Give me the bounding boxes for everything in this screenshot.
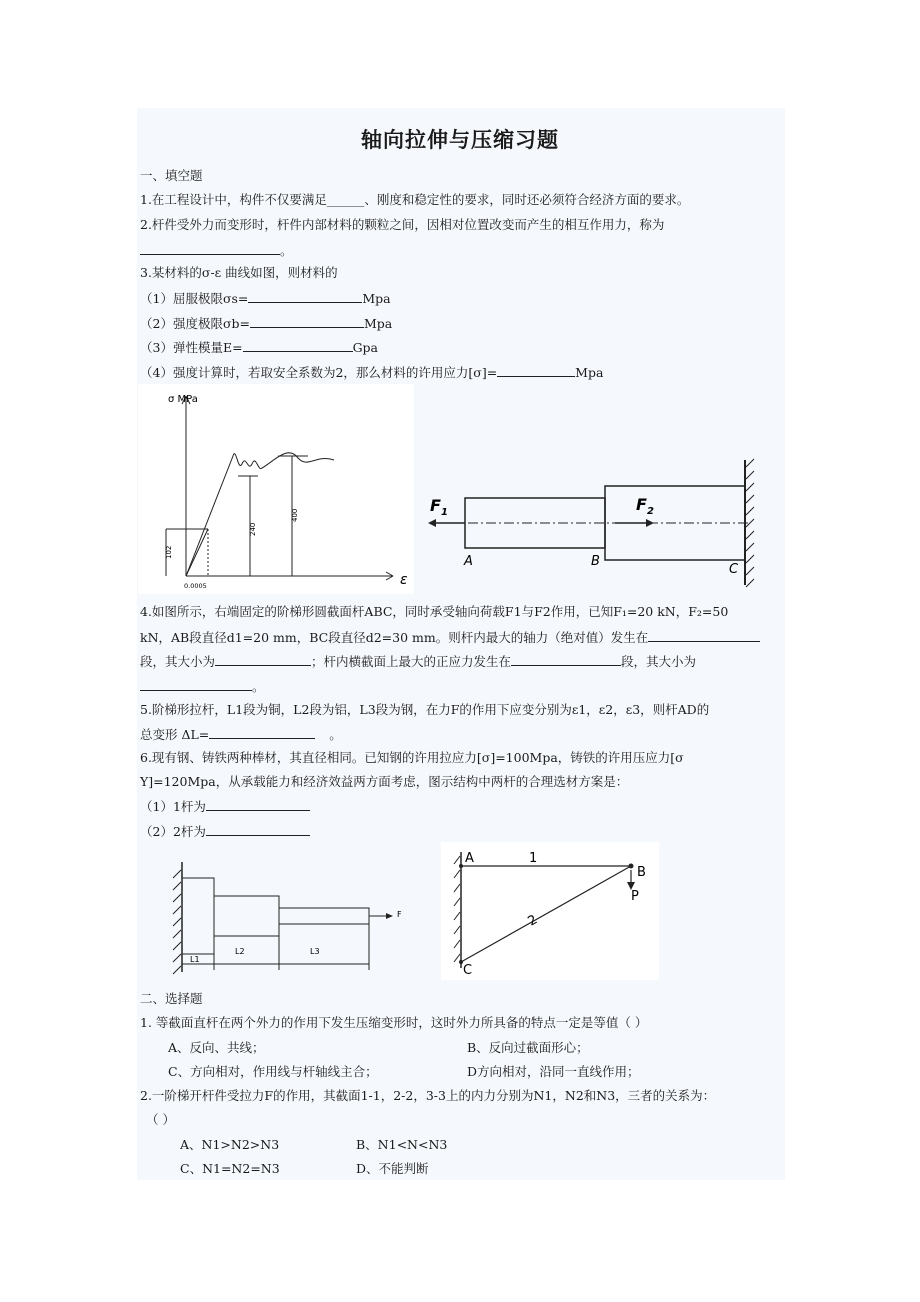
choice-2-option-b[interactable]: B、N1<N<N3 [356, 1137, 448, 1152]
value-400: 400 [291, 508, 299, 522]
question-5-line-2: 总变形 ΔL= 。 [140, 727, 342, 742]
choice-2-paren: （ ） [146, 1112, 175, 1127]
question-4-line-1: 4.如图所示，右端固定的阶梯形圆截面杆ABC，同时承受轴向荷载F1与F2作用，已知F₁=20 kN，F₂=50 [140, 604, 729, 619]
choice-2-option-d[interactable]: D、不能判断 [356, 1161, 429, 1176]
choice-2: 2.一阶梯开杆件受拉力F的作用，其截面1-1，2-2，3-3上的内力分别为N1，N2和N3，三者的关系为： [140, 1088, 716, 1103]
choice-1-option-a[interactable]: A、反向、共线； [168, 1040, 265, 1055]
answer-blank[interactable] [511, 653, 621, 666]
three-step-bar-figure [165, 858, 415, 976]
segment-l3 [279, 908, 369, 924]
label-c: C [463, 963, 473, 978]
section-fill-in: 一、填空题 [140, 168, 203, 183]
label-f2: $F_2$ [636, 495, 654, 517]
label-f: F [397, 910, 402, 919]
choice-1-option-b[interactable]: B、反向过截面形心； [467, 1040, 589, 1055]
choice-2-option-a[interactable]: A、N1>N2>N3 [180, 1137, 280, 1152]
answer-blank[interactable] [206, 823, 310, 836]
label-l1: L1 [190, 955, 200, 964]
choice-1-option-c[interactable]: C、方向相对，作用线与杆轴线主合； [168, 1064, 378, 1079]
page-title: 轴向拉伸与压缩习题 [361, 128, 559, 152]
label-c: C [729, 562, 739, 577]
answer-blank[interactable] [250, 315, 364, 328]
answer-blank[interactable] [209, 726, 315, 739]
truss-figure [441, 842, 659, 980]
label-b: B [637, 865, 646, 880]
answer-blank[interactable] [140, 678, 252, 691]
value-240: 240 [249, 522, 257, 536]
choice-2-option-c[interactable]: C、N1=N2=N3 [180, 1161, 280, 1176]
section-choice: 二、选择题 [140, 991, 203, 1006]
answer-blank[interactable] [243, 339, 353, 352]
question-4-line-4: 。 [140, 678, 265, 695]
question-3-2: （2）强度极限σb= Mpa [140, 316, 393, 331]
question-2-end: 。 [140, 242, 293, 259]
y-axis-label: σ MPa [168, 394, 198, 405]
question-4-line-2: kN，AB段直径d1=20 mm，BC段直径d2=30 mm。则杆内最大的轴力（绝对值）发生在 [140, 629, 760, 646]
answer-blank[interactable] [248, 290, 362, 303]
label-p: P [631, 889, 639, 904]
question-5-line-1: 5.阶梯形拉杆，L1段为铜，L2段为铝，L3段为钢，在力F的作用下应变分别为ε1，ε2，ε3，则杆AD的 [140, 702, 710, 717]
answer-blank[interactable] [140, 242, 280, 255]
answer-blank[interactable] [215, 653, 311, 666]
stepped-bar-figure [420, 455, 760, 595]
choice-1-option-d[interactable]: D方向相对，沿同一直线作用； [467, 1064, 640, 1079]
question-6-2: （2）2杆为 [140, 823, 310, 840]
label-a: A [465, 851, 474, 866]
segment-l2 [214, 896, 279, 936]
label-bar-2: 2 [525, 912, 541, 930]
question-2: 2.杆件受外力而变形时，杆件内部材料的颗粒之间，因相对位置改变而产生的相互作用力，称为 [140, 217, 665, 232]
label-bar-1: 1 [529, 851, 538, 866]
question-3-3: （3）弹性模量E= Gpa [140, 340, 379, 355]
question-6-line-1: 6.现有钢、铸铁两种棒材，其直径相同。已知钢的许用拉应力[σ]=100Mpa，铸铁的许用压应力[σ [140, 750, 684, 765]
label-f1: $F_1$ [430, 496, 448, 518]
segment-l1 [182, 878, 214, 954]
answer-blank[interactable] [497, 364, 575, 377]
question-1: 1.在工程设计中，构件不仅要满足______、刚度和稳定性的要求，同时还必须符合经济方面的要求。 [140, 192, 690, 207]
x-axis-label: ε [400, 572, 408, 588]
answer-blank[interactable] [648, 629, 760, 642]
question-3-4: （4）强度计算时，若取安全系数为2，那么材料的许用应力[σ]= Mpa [140, 365, 604, 380]
choice-1: 1. 等截面直杆在两个外力的作用下发生压缩变形时，这时外力所具备的特点一定是等值（ ） [140, 1015, 648, 1030]
label-l3: L3 [310, 947, 320, 956]
label-b: B [591, 554, 600, 569]
answer-blank[interactable] [206, 798, 310, 811]
label-a: A [464, 554, 473, 569]
value-102: 102 [165, 545, 173, 559]
value-0005: 0.0005 [184, 582, 207, 590]
stress-strain-figure [138, 384, 414, 594]
question-6-line-2: Y]=120Mpa，从承载能力和经济效益两方面考虑，图示结构中两杆的合理选材方案是： [140, 774, 629, 789]
question-3: 3.某材料的σ-ε 曲线如图，则材料的 [140, 265, 338, 280]
question-3-1: （1）屈服极限σs= Mpa [140, 291, 391, 306]
question-6-1: （1）1杆为 [140, 798, 310, 815]
label-l2: L2 [235, 947, 245, 956]
question-4-line-3: 段，其大小为 ；杆内横截面上最大的正应力发生在 段，其大小为 [140, 654, 697, 669]
